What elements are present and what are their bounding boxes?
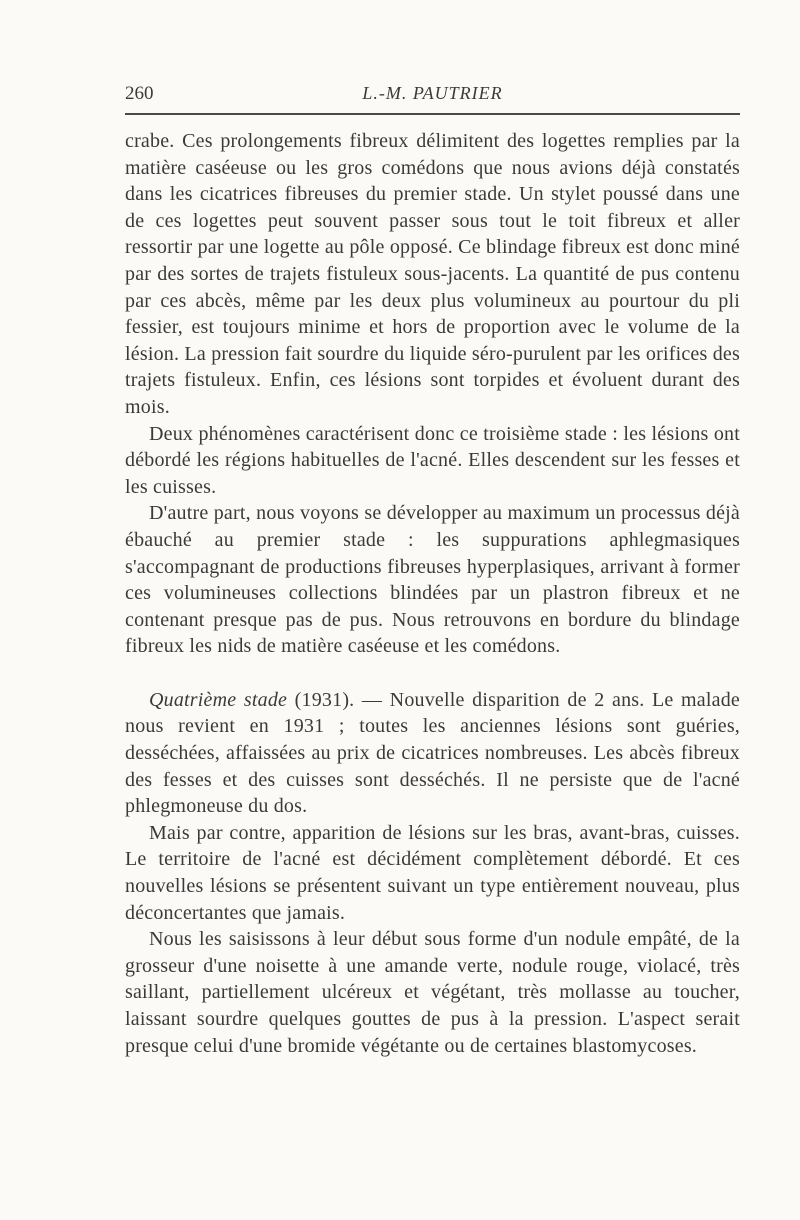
section-opening-text: (1931). — Nouvelle disparition de 2 ans. Le malade nous revient en 1931 ; toutes les anciennes lésions sont guéries, desséchées, affaissées au prix de cicatrices nombreuses. Les abcès fibreux des fesses et des cuisses sont desséchés. Il ne persiste que de l'acné phlegmoneuse du dos. (125, 688, 740, 818)
page-number: 260 (125, 83, 154, 104)
section-opening-paragraph (125, 687, 740, 820)
section-title: Quatrième stade (149, 688, 288, 711)
paragraph: Mais par contre, apparition de lésions sur les bras, avant-bras, cuisses. Le territoire de l'acné est décidément complètement débordé. Et ces nouvelles lésions se présentent suivant un type entièrement nouveau, plus déconcertantes que jamais. (125, 821, 740, 924)
paragraph: D'autre part, nous voyons se développer au maximum un processus déjà ébauché au premier stade : les suppurations aphlegmasiques s'accompagnant de productions fibreuses hyperplasiques, arrivant à former ces volumineuses collections blindées par un plastron fibreux et ne contenant presque pas de pus. Nous retrouvons en bordure du blindage fibreux les nids de matière caséeuse et les comédons. (125, 502, 740, 658)
header-rule (125, 113, 740, 115)
running-title: L.-M. PAUTRIER (362, 83, 503, 103)
section-gap (125, 660, 740, 687)
paragraph-continuation: crabe. Ces prolongements fibreux délimitent des logettes remplies par la matière caséeuse ou les gros comédons que nous avions déjà constatés dans les cicatrices fibreuses du premier stade. Un stylet poussé dans une de ces logettes peut souvent passer sous tout le toit fibreux et aller ressortir par une logette au pôle opposé. Ce blindage fibreux est donc miné par des sortes de trajets fistuleux sous-jacents. La quantité de pus contenu par ces abcès, même par les deux plus volumineux au pourtour du pli fessier, est toujours minime et hors de proportion avec le volume de la lésion. La pression fait sourdre du liquide séro-purulent par les orifices des trajets fistuleux. Enfin, ces lésions sont torpides et évoluent durant des mois. (125, 130, 740, 418)
page-header (125, 83, 740, 109)
paragraph: Deux phénomènes caractérisent donc ce troisième stade : les lésions ont débordé les régions habituelles de l'acné. Elles descendent sur les fesses et les cuisses. (125, 422, 740, 498)
body-text (125, 128, 740, 1059)
paragraph: Nous les saisissons à leur début sous forme d'un nodule empâté, de la grosseur d'une noisette à une amande verte, nodule rouge, violacé, très saillant, partiellement ulcéreux et végétant, très mollasse au toucher, laissant sourdre quelques gouttes de pus à la pression. L'aspect serait presque celui d'une bromide végétante ou de certaines blastomycoses. (125, 928, 740, 1057)
